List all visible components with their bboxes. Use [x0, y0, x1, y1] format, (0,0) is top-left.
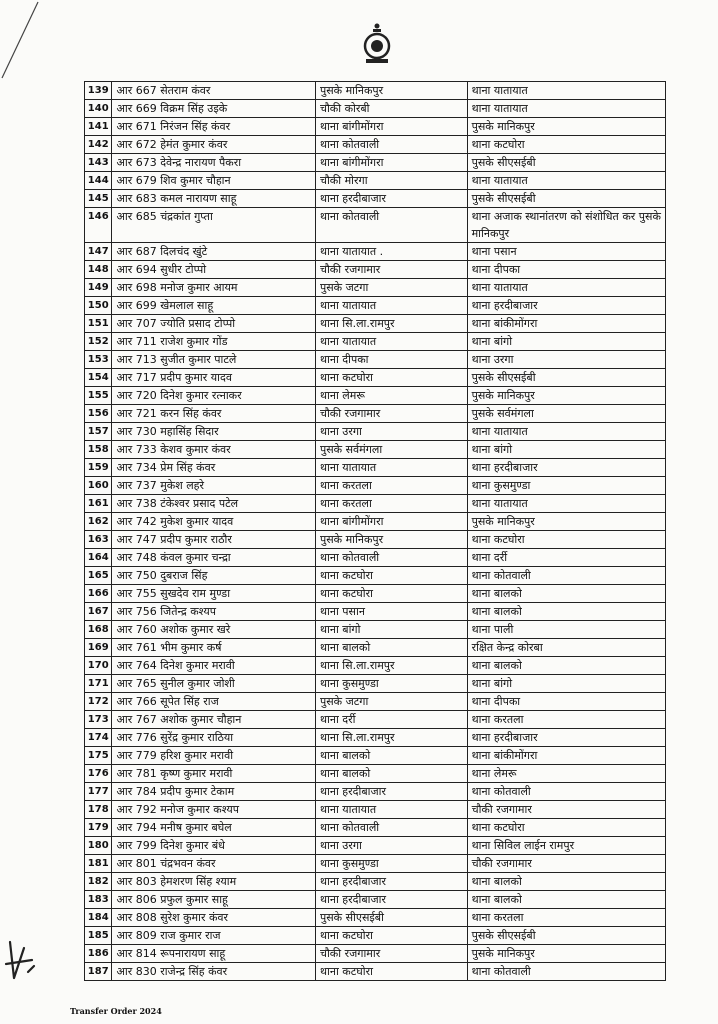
- to-posting-cell: पुसके मानिकपुर: [467, 945, 665, 963]
- employee-name-cell: आर 784 प्रदीप कुमार टेकाम: [112, 783, 316, 801]
- from-posting-cell: थाना उरगा: [315, 837, 467, 855]
- table-row: [85, 603, 666, 621]
- from-posting-cell: पुसके जटगा: [315, 279, 467, 297]
- employee-name-cell: आर 808 सुरेश कुमार कंवर: [112, 909, 316, 927]
- table-row: [85, 585, 666, 603]
- to-posting-cell: थाना बांगो: [467, 333, 665, 351]
- table-row: [85, 855, 666, 873]
- to-posting-cell: थाना हरदीबाजार: [467, 459, 665, 477]
- serial-number-cell: 160: [85, 477, 112, 495]
- to-posting-cell: थाना बालको: [467, 603, 665, 621]
- to-posting-cell: थाना कटघोरा: [467, 531, 665, 549]
- serial-number-cell: 173: [85, 711, 112, 729]
- table-row: [85, 513, 666, 531]
- table-row: [85, 243, 666, 261]
- serial-number-cell: 144: [85, 172, 112, 190]
- to-posting-cell: थाना यातायात: [467, 423, 665, 441]
- table-row: [85, 801, 666, 819]
- to-posting-cell: पुसके मानिकपुर: [467, 118, 665, 136]
- table-row: [85, 279, 666, 297]
- table-row: [85, 693, 666, 711]
- to-posting-cell: पुसके मानिकपुर: [467, 387, 665, 405]
- serial-number-cell: 179: [85, 819, 112, 837]
- serial-number-cell: 170: [85, 657, 112, 675]
- from-posting-cell: थाना कटघोरा: [315, 585, 467, 603]
- to-posting-cell: थाना बांगो: [467, 675, 665, 693]
- table-row: [85, 963, 666, 981]
- to-posting-cell: थाना कोतवाली: [467, 963, 665, 981]
- from-posting-cell: थाना लेमरू: [315, 387, 467, 405]
- serial-number-cell: 158: [85, 441, 112, 459]
- serial-number-cell: 152: [85, 333, 112, 351]
- from-posting-cell: पुसके सीएसईबी: [315, 909, 467, 927]
- from-posting-cell: थाना करतला: [315, 477, 467, 495]
- employee-name-cell: आर 683 कमल नारायण साहू: [112, 190, 316, 208]
- from-posting-cell: थाना कटघोरा: [315, 567, 467, 585]
- table-row: [85, 405, 666, 423]
- from-posting-cell: चौकी रजगामार: [315, 405, 467, 423]
- to-posting-cell: थाना दीपका: [467, 261, 665, 279]
- from-posting-cell: थाना बांगो: [315, 621, 467, 639]
- to-posting-cell: थाना करतला: [467, 909, 665, 927]
- to-posting-cell: थाना बालको: [467, 873, 665, 891]
- to-posting-cell: थाना दीपका: [467, 693, 665, 711]
- employee-name-cell: आर 742 मुकेश कुमार यादव: [112, 513, 316, 531]
- employee-name-cell: आर 760 अशोक कुमार खरे: [112, 621, 316, 639]
- to-posting-cell: पुसके सीएसईबी: [467, 190, 665, 208]
- to-posting-cell: थाना बालको: [467, 891, 665, 909]
- from-posting-cell: पुसके मानिकपुर: [315, 531, 467, 549]
- to-posting-cell: पुसके सीएसईबी: [467, 369, 665, 387]
- employee-name-cell: आर 669 विक्रम सिंह उइके: [112, 100, 316, 118]
- to-posting-cell: थाना यातायात: [467, 100, 665, 118]
- table-row: [85, 765, 666, 783]
- to-posting-cell: थाना उरगा: [467, 351, 665, 369]
- to-posting-cell: थाना सिविल लाईन रामपुर: [467, 837, 665, 855]
- employee-name-cell: आर 733 केशव कुमार कंवर: [112, 441, 316, 459]
- table-row: [85, 369, 666, 387]
- serial-number-cell: 153: [85, 351, 112, 369]
- employee-name-cell: आर 672 हेमंत कुमार कंवर: [112, 136, 316, 154]
- to-posting-cell: थाना कुसमुण्डा: [467, 477, 665, 495]
- table-row: [85, 172, 666, 190]
- employee-name-cell: आर 764 दिनेश कुमार मरावी: [112, 657, 316, 675]
- from-posting-cell: पुसके जटगा: [315, 693, 467, 711]
- from-posting-cell: थाना यातायात: [315, 333, 467, 351]
- table-row: [85, 729, 666, 747]
- table-row: [85, 549, 666, 567]
- from-posting-cell: थाना पसान: [315, 603, 467, 621]
- serial-number-cell: 143: [85, 154, 112, 172]
- table-row: [85, 387, 666, 405]
- employee-name-cell: आर 679 शिव कुमार चौहान: [112, 172, 316, 190]
- table-row: [85, 495, 666, 513]
- from-posting-cell: थाना कोतवाली: [315, 136, 467, 154]
- from-posting-cell: चौकी रजगामार: [315, 261, 467, 279]
- table-row: [85, 208, 666, 243]
- from-posting-cell: थाना बांगीमोंगरा: [315, 513, 467, 531]
- employee-name-cell: आर 687 दिलचंद खुंटे: [112, 243, 316, 261]
- table-row: [85, 945, 666, 963]
- employee-name-cell: आर 730 महासिंह सिदार: [112, 423, 316, 441]
- employee-name-cell: आर 747 प्रदीप कुमार राठौर: [112, 531, 316, 549]
- table-row: [85, 477, 666, 495]
- to-posting-cell: थाना बांकीमोंगरा: [467, 315, 665, 333]
- serial-number-cell: 169: [85, 639, 112, 657]
- employee-name-cell: आर 713 सुजीत कुमार पाटले: [112, 351, 316, 369]
- footer-label: Transfer Order 2024: [70, 1006, 162, 1016]
- employee-name-cell: आर 685 चंद्रकांत गुप्ता: [112, 208, 316, 243]
- handwritten-mark: [2, 938, 42, 982]
- employee-name-cell: आर 814 रूपनारायण साहू: [112, 945, 316, 963]
- to-posting-cell: थाना कटघोरा: [467, 136, 665, 154]
- employee-name-cell: आर 699 खेमलाल साहू: [112, 297, 316, 315]
- table-row: [85, 675, 666, 693]
- employee-name-cell: आर 803 हेमशरण सिंह श्याम: [112, 873, 316, 891]
- serial-number-cell: 162: [85, 513, 112, 531]
- from-posting-cell: थाना यातायात: [315, 801, 467, 819]
- to-posting-cell: थाना कटघोरा: [467, 819, 665, 837]
- table-row: [85, 136, 666, 154]
- from-posting-cell: थाना दर्री: [315, 711, 467, 729]
- employee-name-cell: आर 707 ज्योति प्रसाद टोप्पो: [112, 315, 316, 333]
- to-posting-cell: थाना करतला: [467, 711, 665, 729]
- serial-number-cell: 181: [85, 855, 112, 873]
- table-row: [85, 819, 666, 837]
- to-posting-cell: थाना अजाक स्थानांतरण को संशोधित कर पुसके मानिकपुर: [467, 208, 665, 243]
- table-row: [85, 118, 666, 136]
- serial-number-cell: 140: [85, 100, 112, 118]
- to-posting-cell: थाना यातायात: [467, 495, 665, 513]
- transfer-table-body: [85, 82, 666, 981]
- to-posting-cell: थाना यातायात: [467, 172, 665, 190]
- employee-name-cell: आर 761 भीम कुमार कर्ष: [112, 639, 316, 657]
- employee-name-cell: आर 794 मनीष कुमार बघेल: [112, 819, 316, 837]
- table-row: [85, 297, 666, 315]
- employee-name-cell: आर 750 दुबराज सिंह: [112, 567, 316, 585]
- employee-name-cell: आर 799 दिनेश कुमार बंधे: [112, 837, 316, 855]
- employee-name-cell: आर 673 देवेन्द्र नारायण पैकरा: [112, 154, 316, 172]
- table-row: [85, 657, 666, 675]
- from-posting-cell: थाना बालको: [315, 747, 467, 765]
- to-posting-cell: पुसके सीएसईबी: [467, 927, 665, 945]
- from-posting-cell: थाना कटघोरा: [315, 963, 467, 981]
- from-posting-cell: थाना कुसमुण्डा: [315, 675, 467, 693]
- employee-name-cell: आर 667 सेतराम कंवर: [112, 82, 316, 100]
- employee-name-cell: आर 717 प्रदीप कुमार यादव: [112, 369, 316, 387]
- table-row: [85, 190, 666, 208]
- serial-number-cell: 142: [85, 136, 112, 154]
- from-posting-cell: चौकी रजगामार: [315, 945, 467, 963]
- table-row: [85, 423, 666, 441]
- table-row: [85, 531, 666, 549]
- serial-number-cell: 178: [85, 801, 112, 819]
- to-posting-cell: थाना बांगो: [467, 441, 665, 459]
- serial-number-cell: 184: [85, 909, 112, 927]
- serial-number-cell: 180: [85, 837, 112, 855]
- serial-number-cell: 176: [85, 765, 112, 783]
- serial-number-cell: 141: [85, 118, 112, 136]
- employee-name-cell: आर 779 हरिश कुमार मरावी: [112, 747, 316, 765]
- serial-number-cell: 168: [85, 621, 112, 639]
- to-posting-cell: थाना बालको: [467, 585, 665, 603]
- employee-name-cell: आर 765 सुनील कुमार जोशी: [112, 675, 316, 693]
- to-posting-cell: थाना दर्री: [467, 549, 665, 567]
- employee-name-cell: आर 721 करन सिंह कंवर: [112, 405, 316, 423]
- serial-number-cell: 146: [85, 208, 112, 243]
- table-row: [85, 100, 666, 118]
- serial-number-cell: 172: [85, 693, 112, 711]
- employee-name-cell: आर 756 जितेन्द्र कश्यप: [112, 603, 316, 621]
- from-posting-cell: थाना सि.ला.रामपुर: [315, 315, 467, 333]
- employee-name-cell: आर 809 राज कुमार राज: [112, 927, 316, 945]
- from-posting-cell: थाना सि.ला.रामपुर: [315, 729, 467, 747]
- serial-number-cell: 171: [85, 675, 112, 693]
- serial-number-cell: 183: [85, 891, 112, 909]
- serial-number-cell: 149: [85, 279, 112, 297]
- from-posting-cell: चौकी कोरबी: [315, 100, 467, 118]
- serial-number-cell: 147: [85, 243, 112, 261]
- serial-number-cell: 151: [85, 315, 112, 333]
- table-row: [85, 909, 666, 927]
- to-posting-cell: थाना कोतवाली: [467, 783, 665, 801]
- serial-number-cell: 150: [85, 297, 112, 315]
- table-row: [85, 747, 666, 765]
- to-posting-cell: थाना कोतवाली: [467, 567, 665, 585]
- serial-number-cell: 145: [85, 190, 112, 208]
- employee-name-cell: आर 781 कृष्ण कुमार मरावी: [112, 765, 316, 783]
- serial-number-cell: 154: [85, 369, 112, 387]
- employee-name-cell: आर 766 सूपेत सिंह राज: [112, 693, 316, 711]
- employee-name-cell: आर 792 मनोज कुमार कश्यप: [112, 801, 316, 819]
- to-posting-cell: थाना पसान: [467, 243, 665, 261]
- page-fold-line: [0, 0, 60, 80]
- serial-number-cell: 156: [85, 405, 112, 423]
- from-posting-cell: चौकी मोरगा: [315, 172, 467, 190]
- serial-number-cell: 177: [85, 783, 112, 801]
- serial-number-cell: 174: [85, 729, 112, 747]
- police-emblem-icon: [360, 22, 394, 66]
- serial-number-cell: 148: [85, 261, 112, 279]
- table-row: [85, 82, 666, 100]
- employee-name-cell: आर 748 कंवल कुमार चन्द्रा: [112, 549, 316, 567]
- from-posting-cell: थाना सि.ला.रामपुर: [315, 657, 467, 675]
- employee-name-cell: आर 830 राजेन्द्र सिंह कंवर: [112, 963, 316, 981]
- employee-name-cell: आर 755 सुखदेव राम मुण्डा: [112, 585, 316, 603]
- from-posting-cell: थाना कुसमुण्डा: [315, 855, 467, 873]
- employee-name-cell: आर 734 प्रेम सिंह कंवर: [112, 459, 316, 477]
- employee-name-cell: आर 737 मुकेश लहरे: [112, 477, 316, 495]
- from-posting-cell: थाना दीपका: [315, 351, 467, 369]
- to-posting-cell: चौकी रजगामार: [467, 855, 665, 873]
- serial-number-cell: 187: [85, 963, 112, 981]
- serial-number-cell: 161: [85, 495, 112, 513]
- from-posting-cell: थाना हरदीबाजार: [315, 190, 467, 208]
- to-posting-cell: थाना लेमरू: [467, 765, 665, 783]
- from-posting-cell: थाना बांगीमोंगरा: [315, 154, 467, 172]
- to-posting-cell: पुसके मानिकपुर: [467, 513, 665, 531]
- from-posting-cell: थाना हरदीबाजार: [315, 783, 467, 801]
- table-row: [85, 837, 666, 855]
- from-posting-cell: थाना बांगीमोंगरा: [315, 118, 467, 136]
- from-posting-cell: पुसके सर्वमंगला: [315, 441, 467, 459]
- employee-name-cell: आर 698 मनोज कुमार आयम: [112, 279, 316, 297]
- to-posting-cell: थाना पाली: [467, 621, 665, 639]
- from-posting-cell: थाना यातायात .: [315, 243, 467, 261]
- from-posting-cell: थाना हरदीबाजार: [315, 873, 467, 891]
- serial-number-cell: 182: [85, 873, 112, 891]
- to-posting-cell: थाना यातायात: [467, 279, 665, 297]
- from-posting-cell: पुसके मानिकपुर: [315, 82, 467, 100]
- table-row: [85, 873, 666, 891]
- to-posting-cell: चौकी रजगामार: [467, 801, 665, 819]
- table-row: [85, 351, 666, 369]
- from-posting-cell: थाना करतला: [315, 495, 467, 513]
- from-posting-cell: थाना बालको: [315, 765, 467, 783]
- table-row: [85, 333, 666, 351]
- employee-name-cell: आर 776 सुरेंद्र कुमार राठिया: [112, 729, 316, 747]
- from-posting-cell: थाना कोतवाली: [315, 819, 467, 837]
- from-posting-cell: थाना बालको: [315, 639, 467, 657]
- table-row: [85, 891, 666, 909]
- table-row: [85, 783, 666, 801]
- from-posting-cell: थाना उरगा: [315, 423, 467, 441]
- table-row: [85, 927, 666, 945]
- table-row: [85, 459, 666, 477]
- from-posting-cell: थाना कोतवाली: [315, 549, 467, 567]
- serial-number-cell: 164: [85, 549, 112, 567]
- employee-name-cell: आर 738 टंकेश्वर प्रसाद पटेल: [112, 495, 316, 513]
- table-row: [85, 621, 666, 639]
- table-row: [85, 154, 666, 172]
- employee-name-cell: आर 671 निरंजन सिंह कंवर: [112, 118, 316, 136]
- table-row: [85, 567, 666, 585]
- to-posting-cell: थाना बांकीमोंगरा: [467, 747, 665, 765]
- employee-name-cell: आर 720 दिनेश कुमार रत्नाकर: [112, 387, 316, 405]
- table-row: [85, 315, 666, 333]
- serial-number-cell: 155: [85, 387, 112, 405]
- table-row: [85, 261, 666, 279]
- serial-number-cell: 186: [85, 945, 112, 963]
- from-posting-cell: थाना कटघोरा: [315, 369, 467, 387]
- to-posting-cell: थाना यातायात: [467, 82, 665, 100]
- serial-number-cell: 167: [85, 603, 112, 621]
- serial-number-cell: 157: [85, 423, 112, 441]
- serial-number-cell: 185: [85, 927, 112, 945]
- from-posting-cell: थाना यातायात: [315, 459, 467, 477]
- to-posting-cell: थाना बालको: [467, 657, 665, 675]
- serial-number-cell: 166: [85, 585, 112, 603]
- employee-name-cell: आर 801 चंद्रभवन कंवर: [112, 855, 316, 873]
- serial-number-cell: 159: [85, 459, 112, 477]
- table-row: [85, 639, 666, 657]
- from-posting-cell: थाना कटघोरा: [315, 927, 467, 945]
- to-posting-cell: थाना हरदीबाजार: [467, 297, 665, 315]
- to-posting-cell: रक्षित केन्द्र कोरबा: [467, 639, 665, 657]
- from-posting-cell: थाना यातायात: [315, 297, 467, 315]
- employee-name-cell: आर 711 राजेश कुमार गोंड: [112, 333, 316, 351]
- employee-name-cell: आर 694 सुधीर टोप्पो: [112, 261, 316, 279]
- from-posting-cell: थाना हरदीबाजार: [315, 891, 467, 909]
- from-posting-cell: थाना कोतवाली: [315, 208, 467, 243]
- table-row: [85, 441, 666, 459]
- to-posting-cell: थाना हरदीबाजार: [467, 729, 665, 747]
- employee-name-cell: आर 806 प्रफुल कुमार साहू: [112, 891, 316, 909]
- serial-number-cell: 139: [85, 82, 112, 100]
- transfer-table: [84, 81, 666, 981]
- serial-number-cell: 163: [85, 531, 112, 549]
- to-posting-cell: पुसके सीएसईबी: [467, 154, 665, 172]
- table-row: [85, 711, 666, 729]
- serial-number-cell: 165: [85, 567, 112, 585]
- employee-name-cell: आर 767 अशोक कुमार चौहान: [112, 711, 316, 729]
- to-posting-cell: पुसके सर्वमंगला: [467, 405, 665, 423]
- serial-number-cell: 175: [85, 747, 112, 765]
